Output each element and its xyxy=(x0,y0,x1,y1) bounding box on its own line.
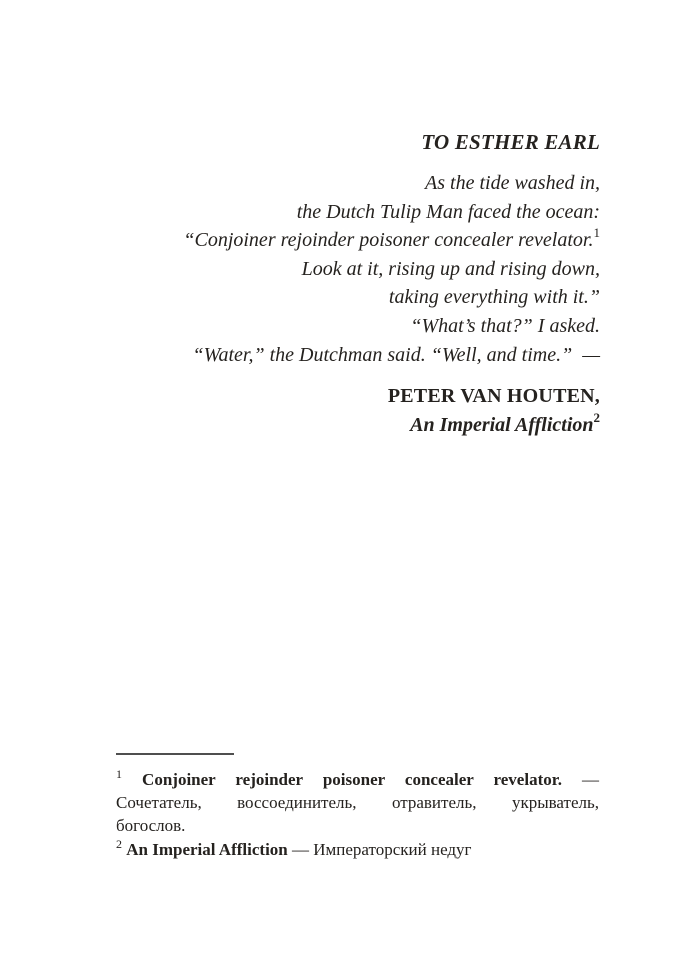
footnote-marker-1: 1 xyxy=(116,767,122,781)
quote-line: Look at it, rising up and rising down, xyxy=(301,257,600,280)
attribution-work xyxy=(60,411,600,440)
footnote-2 xyxy=(116,838,599,861)
footnote-term: Conjoiner rejoinder poisoner concealer revelator. xyxy=(142,770,562,789)
attribution-author: PETER VAN HOUTEN, xyxy=(387,385,600,408)
footnote-ref-2: 2 xyxy=(593,409,600,425)
footnote-1 xyxy=(116,768,599,838)
footnote-translation: — Императорский недуг xyxy=(287,839,472,859)
quote-line: “Water,” the Dutchman said. “Well, and time.” — xyxy=(192,343,600,366)
quote-line: As the tide washed in, xyxy=(425,172,600,194)
quote-line xyxy=(60,226,600,255)
footnote-line xyxy=(116,838,599,861)
dedication-title: TO ESTHER EARL xyxy=(421,130,600,154)
quote-line: taking everything with it.” xyxy=(388,286,600,309)
footnote-dash: — xyxy=(561,770,600,789)
footnotes-block xyxy=(116,753,599,861)
footnote-term: An Imperial Affliction xyxy=(126,839,288,859)
footnote-divider-rule xyxy=(116,753,234,755)
epigraph-block xyxy=(60,128,600,439)
footnote-line: Сочетатель, воссоединитель, отравитель, укрыватель, xyxy=(116,793,599,813)
attribution-work-title: An Imperial Affliction xyxy=(410,413,594,436)
footnote-ref-1: 1 xyxy=(593,225,600,241)
footnote-line: богослов. xyxy=(116,816,186,836)
quote-line: the Dutch Tulip Man faced the ocean: xyxy=(296,200,600,223)
attribution xyxy=(60,382,600,439)
quote-line: “What’s that?” I asked. xyxy=(410,314,600,337)
footnote-marker-2: 2 xyxy=(116,836,122,851)
quote-line-text: “Conjoiner rejoinder poisoner concealer revelator. xyxy=(183,229,594,252)
epigraph-quote xyxy=(60,169,600,369)
footnote-line xyxy=(116,768,599,791)
